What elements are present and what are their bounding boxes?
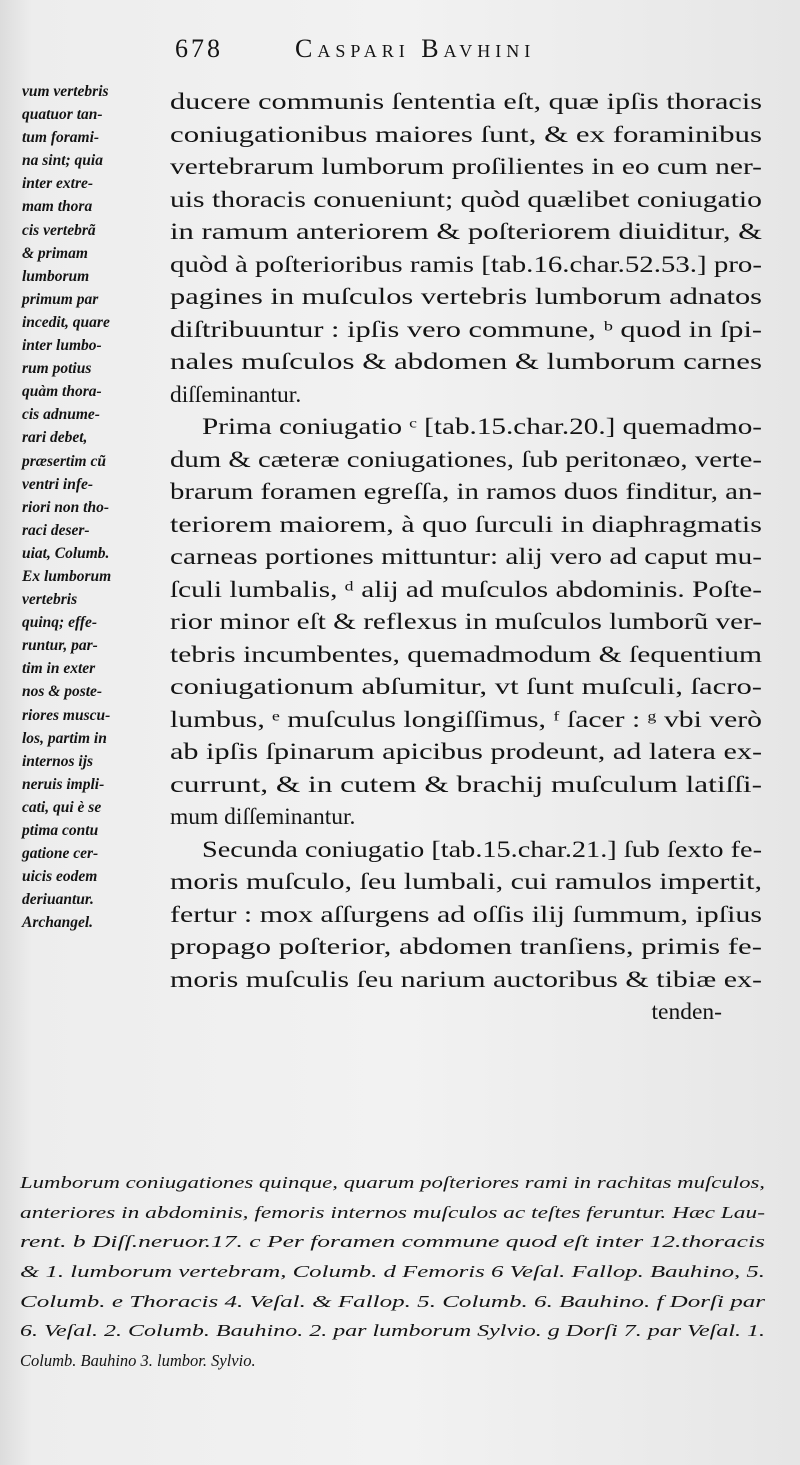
margin-note-line: neruis impli-	[22, 775, 105, 793]
text-line: diſſeminantur.	[170, 381, 302, 408]
margin-note-line: vertebris	[22, 591, 78, 609]
text-line: ſculi lumbalis, ᵈ alij ad muſculos abdominis. Poſte-	[170, 576, 762, 603]
text-line: nales muſculos & abdomen & lumborum carnes	[170, 349, 762, 375]
margin-note-line: internos ijs	[22, 752, 94, 770]
footnote-line: 6. Veſal. 2. Columb. Bauhino. 2. par lumborum Sylvio. g Dorſi 7. par Veſal. 1.	[20, 1321, 765, 1341]
text-line: moris muſculis ſeu narium auctoribus & tibiæ ex-	[170, 966, 762, 993]
margin-note-line: cis adnume-	[22, 406, 100, 424]
margin-note-line: præsertim cũ	[22, 452, 106, 470]
margin-note-line: quinq; effe-	[22, 614, 98, 632]
margin-note-line: deriuantur.	[22, 891, 94, 909]
text-line: in ramum anteriorem & poſteriorem diuiditur, &	[170, 219, 762, 245]
margin-note-line: & primam	[22, 244, 88, 262]
text-line: carneas portiones mittuntur: alij vero ad caput mu-	[170, 544, 762, 570]
text-line: moris muſculo, ſeu lumbali, cui ramulos impertit,	[170, 869, 762, 895]
margin-note-line: na sint; quia	[22, 152, 103, 170]
text-line: fertur : mox aſſurgens ad oſſis ilij ſummum, ipſius	[170, 901, 762, 928]
text-line: pagines in muſculos vertebris lumborum adnatos	[170, 284, 762, 310]
text-line: coniugationibus maiores ſunt, & ex foraminibus	[170, 121, 762, 148]
margin-note-line: riores muscu-	[22, 706, 111, 724]
margin-note-line: mam thora	[22, 198, 93, 216]
footnote-line: Columb. Bauhino 3. lumbor. Sylvio.	[20, 1351, 256, 1371]
marginal-note	[22, 80, 162, 934]
page-header	[175, 34, 775, 74]
margin-note-line: cati, qui è se	[22, 798, 102, 816]
margin-note-line: vum vertebris	[22, 83, 109, 100]
text-line: teriorem maiorem, à quo ſurculi in diaphragmatis	[170, 511, 762, 538]
margin-note-line: los, partim in	[22, 729, 107, 747]
margin-note-line: riori non tho-	[22, 498, 110, 516]
text-line: quòd à poſterioribus ramis [tab.16.char.52.53.] pro-	[170, 251, 762, 278]
margin-note-line: quatuor tan-	[22, 106, 103, 124]
running-head: Caspari Bavhini	[295, 34, 536, 63]
margin-note-line: tim in exter	[22, 660, 96, 678]
margin-note-line: inter extre-	[22, 175, 94, 193]
footnote-line: anteriores in abdominis, femoris internos muſculos ac teſtes feruntur. Hæc Lau-	[20, 1202, 765, 1222]
text-line: vertebrarum lumborum proſilientes in eo cum ner-	[170, 154, 762, 180]
margin-note-line: Archangel.	[22, 914, 94, 932]
margin-note-line: quàm thora-	[22, 383, 102, 401]
text-line: ab ipſis ſpinarum apicibus prodeunt, ad latera ex-	[170, 739, 762, 765]
text-line: ducere communis ſententia eſt, quæ ipſis thoracis	[170, 89, 762, 115]
text-line: diſtribuuntur : ipſis vero commune, ᵇ quod in ſpi-	[170, 316, 762, 343]
margin-note-line: Ex lumborum	[22, 567, 112, 585]
margin-note-line: ptima contu	[22, 822, 99, 839]
margin-note-line: cis vertebrã	[22, 221, 96, 239]
text-line: lumbus, ᵉ muſculus longiſſimus, ᶠ ſacer : ᵍ vbi verò	[170, 706, 762, 733]
footnote-line: Lumborum coniugationes quinque, quarum poſteriores rami in rachitas muſculos,	[20, 1173, 765, 1192]
margin-note-line: lumborum	[22, 267, 90, 285]
text-line: mum diſſeminantur.	[170, 804, 356, 830]
text-line: brarum foramen egreſſa, in ramos duos finditur, an-	[170, 479, 762, 505]
text-line: tebris incumbentes, quemadmodum & ſequentium	[170, 641, 762, 668]
page-number: 678	[175, 34, 223, 63]
margin-note-line: primum par	[22, 290, 99, 308]
margin-note-line: uicis eodem	[22, 868, 98, 886]
footnote-line: & 1. lumborum vertebram, Columb. d Femoris 6 Veſal. Fallop. Bauhino, 5.	[20, 1262, 765, 1282]
text-line: coniugationum abſumitur, vt ſunt muſculi, ſacro-	[170, 674, 762, 700]
text-line: Secunda coniugatio [tab.15.char.21.] ſub ſexto fe-	[202, 836, 762, 863]
margin-note-line: rum potius	[22, 360, 92, 378]
text-line: Prima coniugatio ᶜ [tab.15.char.20.] quemadmo-	[202, 414, 762, 440]
margin-note-line: nos & poste-	[22, 683, 103, 701]
text-line: tenden-	[651, 999, 722, 1025]
text-line: propago poſterior, abdomen tranſiens, primis fe-	[170, 934, 762, 960]
margin-note-line: raci deser-	[22, 521, 90, 539]
text-line: rior minor eſt & reflexus in muſculos lumborũ ver-	[170, 609, 762, 635]
footnote-line: rent. b Diſſ.neruor.17. c Per foramen commune quod eſt inter 12.thoracis	[20, 1232, 765, 1252]
margin-note-line: incedit, quare	[22, 313, 110, 331]
footnote-line: Columb. e Thoracis 4. Veſal. & Fallop. 5. Columb. 6. Bauhino. f Dorſi par	[20, 1291, 765, 1311]
margin-note-line: runtur, par-	[22, 637, 98, 655]
footnotes	[20, 1168, 768, 1376]
margin-note-line: ventri infe-	[22, 475, 94, 493]
margin-note-line: gatione cer-	[22, 845, 99, 863]
text-line: uis thoracis conueniunt; quòd quælibet coniugatio	[170, 186, 762, 213]
margin-note-line: tum forami-	[22, 129, 100, 147]
text-line: currunt, & in cutem & brachij muſculum latiſſi-	[170, 771, 762, 798]
text-line: dum & cæteræ coniugationes, ſub peritonæo, verte-	[170, 446, 762, 473]
margin-note-line: uiat, Columb.	[22, 544, 110, 562]
margin-note-line: inter lumbo-	[22, 337, 102, 355]
main-text	[170, 86, 762, 1029]
margin-note-line: rari debet,	[22, 429, 88, 447]
